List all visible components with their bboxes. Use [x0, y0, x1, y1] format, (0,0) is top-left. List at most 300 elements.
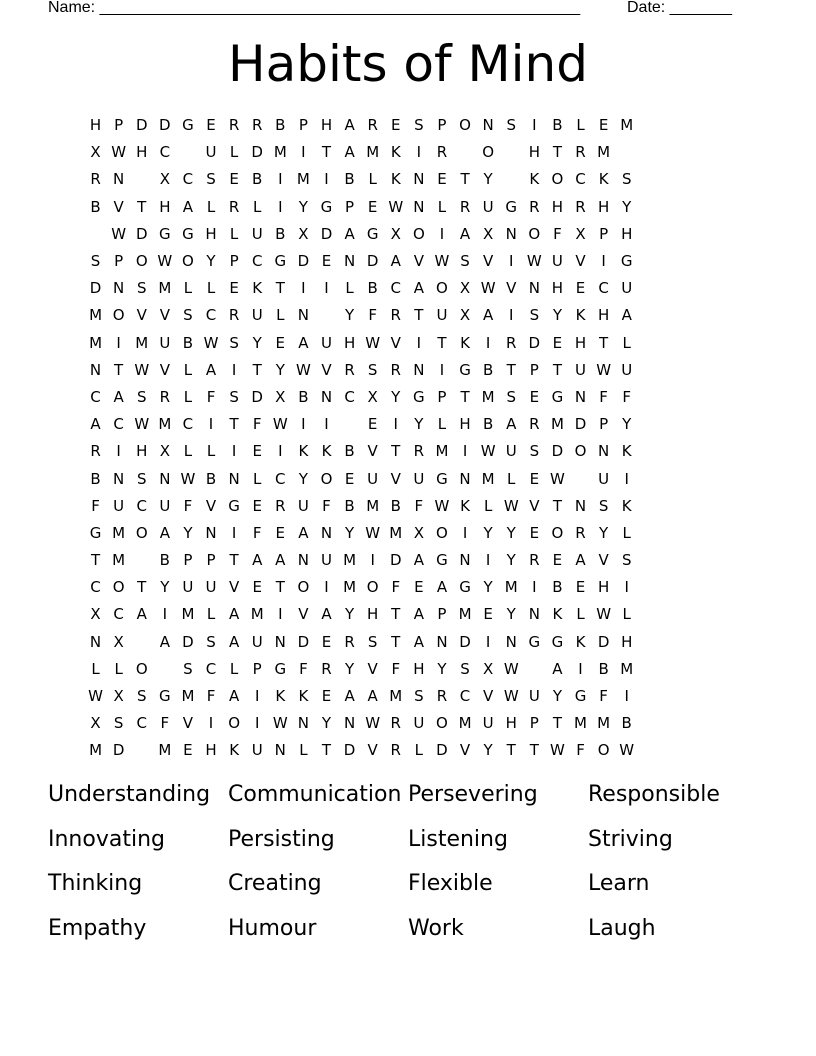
grid-cell[interactable]: E: [391, 116, 401, 135]
grid-cell[interactable]: E: [252, 442, 262, 461]
grid-cell[interactable]: V: [598, 551, 609, 570]
grid-cell[interactable]: T: [460, 387, 470, 406]
grid-cell[interactable]: N: [297, 714, 309, 733]
grid-cell[interactable]: D: [389, 551, 402, 570]
grid-cell[interactable]: O: [574, 442, 587, 461]
grid-cell[interactable]: V: [321, 360, 332, 379]
grid-cell[interactable]: M: [620, 116, 634, 135]
grid-cell[interactable]: Y: [622, 415, 632, 434]
grid-cell[interactable]: L: [229, 659, 239, 678]
grid-cell[interactable]: L: [183, 442, 193, 461]
grid-cell[interactable]: G: [274, 659, 287, 678]
grid-cell[interactable]: G: [505, 197, 518, 216]
grid-cell[interactable]: L: [437, 197, 447, 216]
grid-cell[interactable]: I: [578, 659, 583, 678]
grid-cell[interactable]: N: [505, 632, 517, 651]
grid-cell[interactable]: I: [509, 252, 514, 271]
grid-cell[interactable]: U: [205, 578, 217, 597]
grid-cell[interactable]: W: [550, 741, 565, 760]
grid-cell[interactable]: X: [413, 523, 424, 542]
grid-cell[interactable]: I: [624, 687, 629, 706]
grid-cell[interactable]: Y: [344, 605, 355, 624]
grid-cell[interactable]: I: [324, 578, 329, 597]
grid-cell[interactable]: U: [297, 496, 309, 515]
grid-cell[interactable]: E: [252, 496, 262, 515]
grid-cell[interactable]: V: [113, 197, 124, 216]
grid-cell[interactable]: A: [552, 659, 563, 678]
grid-cell[interactable]: R: [228, 116, 240, 135]
grid-cell[interactable]: B: [367, 279, 378, 298]
grid-cell[interactable]: [315, 302, 338, 329]
grid-cell[interactable]: Y: [391, 387, 401, 406]
grid-cell[interactable]: O: [551, 170, 564, 189]
grid-cell[interactable]: G: [320, 197, 333, 216]
grid-cell[interactable]: B: [344, 442, 355, 461]
grid-cell[interactable]: I: [116, 442, 121, 461]
grid-cell[interactable]: M: [135, 333, 149, 352]
grid-cell[interactable]: A: [344, 687, 355, 706]
grid-cell[interactable]: H: [413, 659, 425, 678]
grid-cell[interactable]: X: [483, 659, 494, 678]
grid-cell[interactable]: S: [183, 659, 193, 678]
grid-cell[interactable]: H: [205, 224, 217, 243]
grid-cell[interactable]: V: [367, 741, 378, 760]
grid-cell[interactable]: S: [414, 687, 424, 706]
grid-cell[interactable]: B: [252, 170, 263, 189]
grid-cell[interactable]: W: [503, 687, 519, 706]
grid-cell[interactable]: T: [275, 279, 285, 298]
grid-cell[interactable]: A: [413, 551, 424, 570]
grid-cell[interactable]: S: [206, 170, 216, 189]
grid-cell[interactable]: V: [136, 306, 147, 325]
grid-cell[interactable]: H: [621, 224, 633, 243]
grid-cell[interactable]: E: [275, 333, 286, 352]
grid-cell[interactable]: X: [459, 306, 471, 325]
grid-cell[interactable]: Y: [344, 306, 355, 325]
grid-cell[interactable]: L: [91, 659, 100, 678]
grid-cell[interactable]: I: [208, 714, 214, 733]
grid-cell[interactable]: F: [391, 578, 401, 597]
grid-cell[interactable]: C: [598, 279, 609, 298]
grid-cell[interactable]: F: [391, 659, 401, 678]
grid-cell[interactable]: H: [320, 116, 333, 135]
grid-cell[interactable]: I: [324, 170, 329, 189]
grid-cell[interactable]: R: [436, 143, 448, 162]
grid-cell[interactable]: Y: [252, 333, 262, 352]
grid-cell[interactable]: C: [459, 687, 471, 706]
grid-cell[interactable]: W: [503, 496, 519, 515]
grid-cell[interactable]: T: [137, 578, 147, 597]
grid-cell[interactable]: V: [483, 252, 494, 271]
grid-cell[interactable]: U: [528, 687, 540, 706]
grid-cell[interactable]: E: [229, 170, 239, 189]
grid-cell[interactable]: [500, 166, 523, 193]
grid-cell[interactable]: L: [206, 197, 216, 216]
grid-cell[interactable]: H: [528, 143, 540, 162]
grid-cell[interactable]: E: [483, 605, 493, 624]
grid-cell[interactable]: V: [159, 360, 170, 379]
grid-cell[interactable]: D: [297, 252, 310, 271]
grid-cell[interactable]: P: [206, 551, 216, 570]
grid-cell[interactable]: [153, 656, 176, 683]
grid-cell[interactable]: N: [574, 387, 587, 406]
grid-cell[interactable]: G: [574, 687, 587, 706]
grid-cell[interactable]: R: [390, 360, 401, 379]
grid-cell[interactable]: Y: [483, 578, 493, 597]
grid-cell[interactable]: [130, 629, 153, 656]
grid-cell[interactable]: N: [228, 469, 240, 488]
grid-cell[interactable]: O: [182, 252, 194, 271]
grid-cell[interactable]: H: [459, 415, 471, 434]
grid-cell[interactable]: U: [505, 442, 517, 461]
grid-cell[interactable]: X: [367, 387, 378, 406]
grid-cell[interactable]: C: [205, 306, 217, 325]
grid-cell[interactable]: F: [299, 659, 308, 678]
grid-cell[interactable]: A: [205, 360, 217, 379]
grid-cell[interactable]: M: [343, 578, 357, 597]
grid-cell[interactable]: X: [459, 279, 471, 298]
grid-cell[interactable]: G: [228, 496, 240, 515]
grid-cell[interactable]: A: [275, 551, 286, 570]
grid-cell[interactable]: G: [89, 523, 102, 542]
grid-cell[interactable]: F: [553, 224, 562, 243]
grid-cell[interactable]: M: [158, 741, 172, 760]
grid-cell[interactable]: F: [322, 496, 331, 515]
grid-cell[interactable]: [176, 139, 199, 166]
grid-cell[interactable]: K: [390, 170, 401, 189]
grid-cell[interactable]: O: [320, 469, 333, 488]
grid-cell[interactable]: C: [251, 252, 263, 271]
grid-cell[interactable]: N: [528, 279, 540, 298]
grid-cell[interactable]: I: [162, 605, 168, 624]
grid-cell[interactable]: N: [505, 224, 517, 243]
grid-cell[interactable]: Y: [344, 523, 355, 542]
grid-cell[interactable]: I: [439, 360, 445, 379]
grid-cell[interactable]: W: [365, 523, 381, 542]
grid-cell[interactable]: N: [320, 387, 333, 406]
grid-cell[interactable]: U: [621, 279, 633, 298]
grid-cell[interactable]: I: [301, 143, 306, 162]
grid-cell[interactable]: T: [391, 605, 401, 624]
grid-cell[interactable]: E: [367, 415, 378, 434]
grid-cell[interactable]: F: [206, 687, 216, 706]
grid-cell[interactable]: T: [552, 714, 562, 733]
grid-cell[interactable]: T: [529, 741, 539, 760]
grid-cell[interactable]: X: [275, 387, 286, 406]
grid-cell[interactable]: P: [229, 252, 239, 271]
grid-cell[interactable]: N: [482, 116, 494, 135]
grid-cell[interactable]: E: [575, 578, 586, 597]
date-field-label[interactable]: Date: _______: [627, 0, 732, 16]
grid-cell[interactable]: L: [507, 469, 516, 488]
grid-cell[interactable]: I: [301, 415, 306, 434]
grid-cell[interactable]: E: [206, 116, 216, 135]
grid-cell[interactable]: N: [113, 279, 125, 298]
grid-cell[interactable]: Y: [483, 741, 493, 760]
grid-cell[interactable]: G: [159, 224, 171, 243]
grid-cell[interactable]: M: [89, 333, 103, 352]
grid-cell[interactable]: M: [574, 714, 587, 733]
grid-cell[interactable]: N: [597, 442, 610, 461]
grid-cell[interactable]: I: [416, 333, 422, 352]
grid-cell[interactable]: F: [183, 496, 193, 515]
grid-cell[interactable]: R: [90, 170, 101, 189]
grid-cell[interactable]: O: [135, 659, 148, 678]
grid-cell[interactable]: S: [367, 632, 378, 651]
grid-cell[interactable]: N: [297, 551, 309, 570]
grid-cell[interactable]: S: [136, 279, 147, 298]
grid-cell[interactable]: Y: [506, 523, 516, 542]
grid-cell[interactable]: B: [298, 387, 309, 406]
grid-cell[interactable]: W: [619, 741, 635, 760]
grid-cell[interactable]: G: [551, 387, 564, 406]
grid-cell[interactable]: I: [532, 578, 537, 597]
grid-cell[interactable]: O: [528, 224, 541, 243]
grid-cell[interactable]: S: [90, 252, 101, 271]
grid-cell[interactable]: L: [206, 605, 216, 624]
grid-cell[interactable]: K: [390, 143, 401, 162]
grid-cell[interactable]: Y: [206, 252, 216, 271]
grid-cell[interactable]: M: [89, 306, 103, 325]
grid-cell[interactable]: W: [134, 415, 150, 434]
grid-cell[interactable]: U: [113, 496, 125, 515]
grid-cell[interactable]: T: [391, 632, 401, 651]
grid-cell[interactable]: P: [345, 197, 355, 216]
grid-cell[interactable]: F: [599, 687, 608, 706]
grid-cell[interactable]: O: [297, 578, 310, 597]
grid-cell[interactable]: D: [343, 741, 356, 760]
grid-cell[interactable]: V: [205, 496, 217, 515]
grid-cell[interactable]: N: [574, 496, 587, 515]
grid-cell[interactable]: G: [620, 252, 633, 271]
grid-cell[interactable]: X: [483, 224, 494, 243]
grid-cell[interactable]: O: [436, 714, 448, 733]
grid-cell[interactable]: A: [113, 387, 124, 406]
grid-cell[interactable]: H: [159, 197, 171, 216]
grid-cell[interactable]: A: [182, 197, 194, 216]
grid-cell[interactable]: Y: [552, 306, 562, 325]
grid-cell[interactable]: C: [575, 170, 586, 189]
grid-cell[interactable]: O: [112, 306, 125, 325]
grid-cell[interactable]: G: [159, 687, 171, 706]
grid-cell[interactable]: A: [436, 578, 448, 597]
grid-cell[interactable]: I: [462, 442, 468, 461]
grid-cell[interactable]: B: [90, 197, 101, 216]
grid-cell[interactable]: M: [112, 551, 126, 570]
grid-cell[interactable]: M: [112, 523, 126, 542]
grid-cell[interactable]: R: [529, 415, 540, 434]
grid-cell[interactable]: [615, 139, 638, 166]
grid-cell[interactable]: G: [182, 116, 194, 135]
grid-cell[interactable]: B: [598, 659, 609, 678]
grid-cell[interactable]: N: [436, 632, 448, 651]
grid-cell[interactable]: M: [550, 415, 564, 434]
grid-cell[interactable]: T: [321, 741, 332, 760]
grid-cell[interactable]: P: [437, 116, 447, 135]
grid-cell[interactable]: N: [343, 714, 356, 733]
grid-cell[interactable]: E: [529, 469, 540, 488]
grid-cell[interactable]: S: [183, 306, 193, 325]
grid-cell[interactable]: L: [576, 116, 585, 135]
grid-cell[interactable]: A: [228, 687, 240, 706]
grid-cell[interactable]: T: [552, 496, 562, 515]
grid-cell[interactable]: P: [437, 387, 447, 406]
grid-cell[interactable]: K: [298, 687, 309, 706]
grid-cell[interactable]: U: [159, 496, 171, 515]
grid-cell[interactable]: M: [273, 143, 287, 162]
grid-cell[interactable]: O: [135, 252, 148, 271]
grid-cell[interactable]: U: [205, 143, 217, 162]
grid-cell[interactable]: O: [436, 523, 448, 542]
grid-cell[interactable]: A: [159, 523, 170, 542]
grid-cell[interactable]: W: [180, 469, 196, 488]
grid-cell[interactable]: S: [460, 659, 470, 678]
grid-cell[interactable]: S: [621, 551, 632, 570]
grid-cell[interactable]: B: [344, 170, 355, 189]
grid-cell[interactable]: V: [228, 578, 240, 597]
grid-cell[interactable]: C: [113, 605, 124, 624]
grid-cell[interactable]: W: [272, 714, 288, 733]
grid-cell[interactable]: R: [251, 116, 263, 135]
grid-cell[interactable]: D: [574, 415, 587, 434]
grid-cell[interactable]: M: [389, 523, 403, 542]
grid-cell[interactable]: V: [483, 687, 494, 706]
grid-cell[interactable]: V: [413, 252, 424, 271]
grid-cell[interactable]: S: [367, 360, 378, 379]
grid-cell[interactable]: W: [365, 714, 381, 733]
grid-cell[interactable]: R: [390, 306, 401, 325]
grid-cell[interactable]: U: [320, 551, 332, 570]
grid-cell[interactable]: A: [575, 551, 586, 570]
grid-cell[interactable]: W: [480, 442, 496, 461]
grid-cell[interactable]: W: [88, 687, 103, 706]
grid-cell[interactable]: W: [434, 252, 450, 271]
grid-cell[interactable]: X: [159, 170, 170, 189]
grid-cell[interactable]: T: [275, 578, 285, 597]
grid-cell[interactable]: F: [91, 496, 100, 515]
grid-cell[interactable]: O: [551, 523, 564, 542]
grid-cell[interactable]: R: [413, 442, 425, 461]
grid-cell[interactable]: N: [459, 551, 471, 570]
grid-cell[interactable]: B: [482, 360, 494, 379]
grid-cell[interactable]: X: [113, 632, 124, 651]
grid-cell[interactable]: E: [437, 170, 447, 189]
grid-cell[interactable]: R: [228, 197, 240, 216]
grid-cell[interactable]: [338, 411, 361, 438]
grid-cell[interactable]: Y: [552, 687, 562, 706]
grid-cell[interactable]: L: [368, 170, 377, 189]
grid-cell[interactable]: Y: [506, 605, 516, 624]
grid-cell[interactable]: G: [366, 224, 379, 243]
grid-cell[interactable]: H: [136, 143, 148, 162]
grid-cell[interactable]: K: [252, 279, 263, 298]
grid-cell[interactable]: V: [575, 252, 586, 271]
grid-cell[interactable]: K: [298, 442, 309, 461]
grid-cell[interactable]: T: [414, 306, 424, 325]
grid-cell[interactable]: W: [503, 659, 519, 678]
grid-cell[interactable]: M: [504, 578, 518, 597]
grid-cell[interactable]: S: [460, 252, 470, 271]
grid-cell[interactable]: N: [413, 197, 425, 216]
grid-cell[interactable]: Y: [321, 714, 332, 733]
grid-cell[interactable]: R: [575, 197, 586, 216]
grid-cell[interactable]: T: [552, 360, 562, 379]
grid-cell[interactable]: C: [90, 387, 101, 406]
grid-cell[interactable]: W: [111, 224, 127, 243]
grid-cell[interactable]: M: [366, 143, 380, 162]
grid-cell[interactable]: E: [529, 387, 540, 406]
grid-cell[interactable]: W: [550, 469, 565, 488]
grid-cell[interactable]: K: [575, 632, 586, 651]
grid-cell[interactable]: W: [365, 333, 381, 352]
grid-cell[interactable]: O: [135, 523, 148, 542]
grid-cell[interactable]: D: [459, 632, 471, 651]
grid-cell[interactable]: V: [390, 469, 401, 488]
grid-cell[interactable]: D: [135, 116, 148, 135]
grid-cell[interactable]: C: [390, 279, 401, 298]
grid-cell[interactable]: L: [229, 143, 239, 162]
grid-cell[interactable]: R: [390, 714, 401, 733]
grid-cell[interactable]: U: [436, 306, 448, 325]
grid-cell[interactable]: M: [250, 605, 264, 624]
grid-cell[interactable]: M: [158, 279, 172, 298]
grid-cell[interactable]: A: [136, 605, 147, 624]
grid-cell[interactable]: H: [574, 333, 587, 352]
grid-cell[interactable]: O: [459, 116, 471, 135]
grid-cell[interactable]: X: [390, 224, 401, 243]
grid-cell[interactable]: L: [206, 279, 216, 298]
grid-cell[interactable]: S: [229, 333, 239, 352]
grid-cell[interactable]: F: [252, 415, 262, 434]
grid-cell[interactable]: X: [159, 442, 170, 461]
grid-cell[interactable]: T: [460, 170, 470, 189]
grid-cell[interactable]: E: [552, 333, 563, 352]
grid-cell[interactable]: X: [298, 224, 309, 243]
grid-cell[interactable]: U: [251, 741, 263, 760]
grid-cell[interactable]: R: [436, 687, 448, 706]
grid-cell[interactable]: U: [598, 469, 610, 488]
grid-cell[interactable]: H: [505, 714, 517, 733]
grid-cell[interactable]: D: [297, 632, 310, 651]
grid-cell[interactable]: P: [437, 605, 447, 624]
grid-cell[interactable]: A: [506, 415, 517, 434]
grid-cell[interactable]: A: [367, 687, 378, 706]
grid-cell[interactable]: I: [208, 415, 214, 434]
grid-cell[interactable]: K: [460, 496, 470, 515]
grid-cell[interactable]: K: [552, 605, 563, 624]
grid-cell[interactable]: B: [275, 116, 286, 135]
grid-cell[interactable]: M: [435, 442, 449, 461]
grid-cell[interactable]: V: [182, 714, 194, 733]
grid-cell[interactable]: I: [278, 605, 283, 624]
grid-cell[interactable]: A: [413, 279, 424, 298]
name-field-label[interactable]: Name: ______________________________________________________: [48, 0, 581, 16]
grid-cell[interactable]: N: [205, 523, 217, 542]
grid-cell[interactable]: D: [597, 632, 610, 651]
grid-cell[interactable]: I: [370, 551, 375, 570]
grid-cell[interactable]: I: [278, 197, 283, 216]
grid-cell[interactable]: R: [159, 387, 171, 406]
grid-cell[interactable]: X: [575, 224, 586, 243]
grid-cell[interactable]: S: [506, 116, 516, 135]
grid-cell[interactable]: Y: [506, 551, 516, 570]
grid-cell[interactable]: H: [136, 442, 148, 461]
grid-cell[interactable]: [130, 737, 153, 764]
grid-cell[interactable]: K: [621, 442, 632, 461]
grid-cell[interactable]: F: [368, 306, 377, 325]
grid-cell[interactable]: A: [413, 632, 424, 651]
grid-cell[interactable]: M: [181, 687, 195, 706]
